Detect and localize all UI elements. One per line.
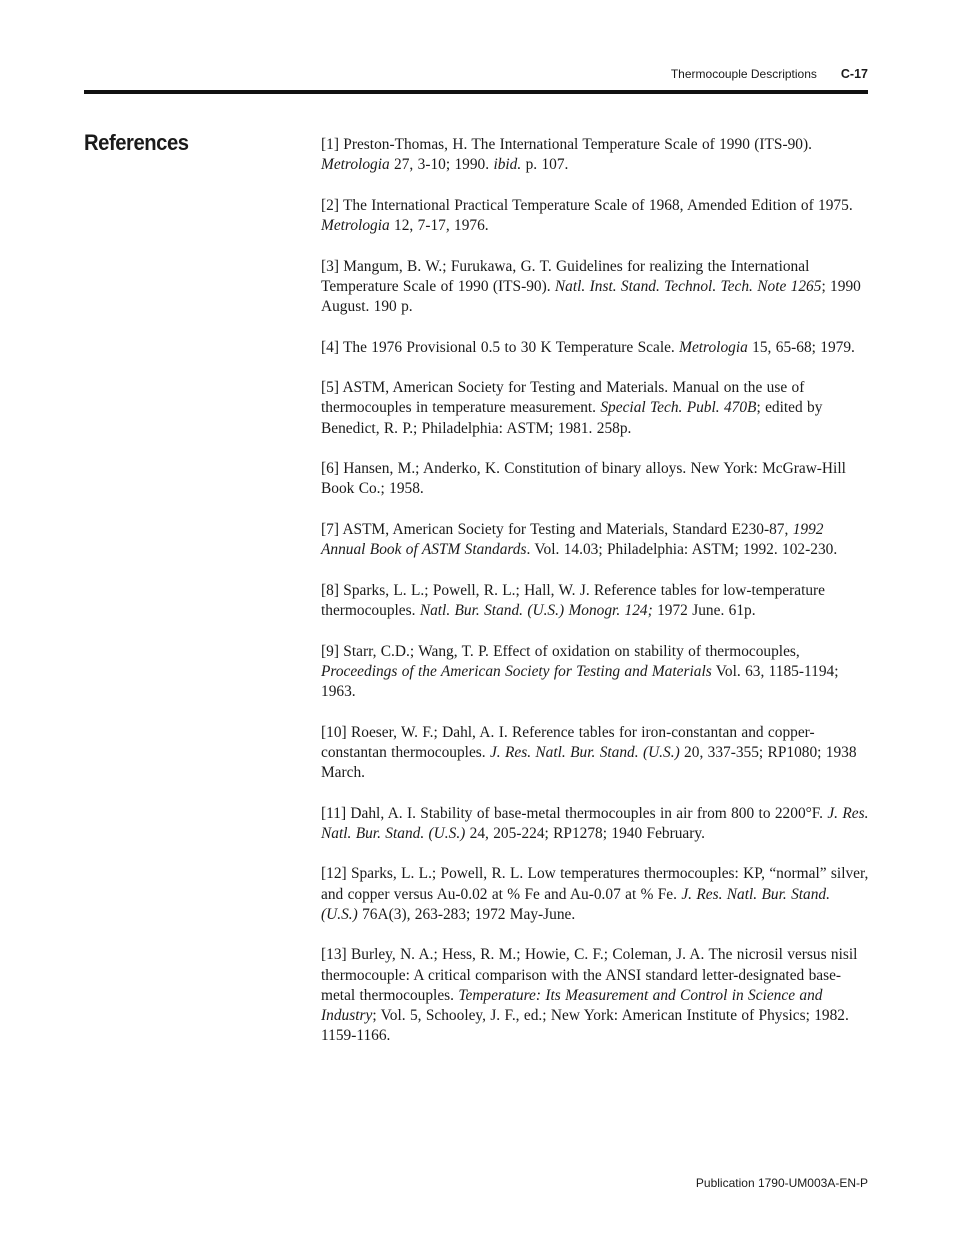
reference-text: 76A(3), 263-283; 1972 May-June. xyxy=(357,905,576,923)
reference-item xyxy=(321,723,869,784)
reference-text: [6] Hansen, M.; Anderko, K. Constitution of binary alloys. New York: McGraw-Hill Book Co.; 1958. xyxy=(321,460,846,498)
footer-publication: Publication 1790-UM003A-EN-P xyxy=(695,1176,868,1190)
page-header xyxy=(84,62,868,94)
reference-item xyxy=(321,135,869,175)
reference-text: [3] Mangum, B. W.; Furukawa, G. T. Guidelines for realizing the International Temperature Scale of 1990 (ITS-90). xyxy=(321,257,810,295)
reference-italic-text: Proceedings of the American Society for Testing and Materials xyxy=(321,662,712,680)
reference-text: [8] Sparks, L. L.; Powell, R. L.; Hall, W. J. Reference tables for low-temperature thermocouples. xyxy=(321,581,825,619)
reference-text: ; edited by Benedict, R. P.; Philadelphia: ASTM; 1981. 258p. xyxy=(321,399,823,437)
reference-text: 24, 205-224; RP1278; 1940 February. xyxy=(465,824,705,842)
reference-item xyxy=(321,804,869,844)
reference-item xyxy=(321,581,869,621)
reference-text: 1972 June. 61p. xyxy=(652,601,756,619)
section-heading: References xyxy=(84,130,189,155)
reference-item xyxy=(321,196,869,236)
reference-text: p. 107. xyxy=(521,156,569,174)
reference-item xyxy=(321,459,869,499)
reference-italic-text: Metrologia xyxy=(321,156,390,174)
reference-italic-text: Temperature: Its Measurement and Control in Science and Industry xyxy=(321,986,823,1024)
reference-text: . Vol. 14.03; Philadelphia: ASTM; 1992. 102-230. xyxy=(526,541,838,559)
reference-item xyxy=(321,864,869,925)
reference-text: 15, 65-68; 1979. xyxy=(747,338,855,356)
reference-text: [7] ASTM, American Society for Testing and Materials, Standard E230-87, xyxy=(321,520,793,538)
reference-italic-text: Metrologia xyxy=(679,338,748,356)
reference-item xyxy=(321,945,869,1046)
reference-item xyxy=(321,520,869,560)
reference-item xyxy=(321,642,869,703)
reference-text: [13] Burley, N. A.; Hess, R. M.; Howie, C. F.; Coleman, J. A. The nicrosil versus nisil thermocouple: A critical comparison with the ANSI standard letter-designated base-metal thermocouples. xyxy=(321,946,858,1004)
reference-italic-text: J. Res. Natl. Bur. Stand. (U.S.) xyxy=(321,804,869,842)
reference-text: [5] ASTM, American Society for Testing and Materials. Manual on the use of thermocouples in temperature measurement. xyxy=(321,379,805,417)
reference-text: [10] Roeser, W. F.; Dahl, A. I. Reference tables for iron-constantan and copper-constantan thermocouples. xyxy=(321,723,815,761)
reference-text: ; 1990 August. 190 p. xyxy=(321,277,861,315)
reference-text: [12] Sparks, L. L.; Powell, R. L. Low temperatures thermocouples: KP, “normal” silver, and copper versus Au-0.02 at % Fe and Au-0.07 at % Fe. xyxy=(321,865,869,903)
reference-text: 12, 7-17, 1976. xyxy=(389,217,489,234)
reference-text: Vol. 63, 1185-1194; 1963. xyxy=(321,662,839,700)
reference-text: [9] Starr, C.D.; Wang, T. P. Effect of oxidation on stability of thermocouples, xyxy=(321,642,800,660)
header-text xyxy=(671,67,868,81)
reference-italic-text: Natl. Inst. Stand. Technol. Tech. Note 1265 xyxy=(554,277,822,295)
reference-text: [1] Preston-Thomas, H. The International Temperature Scale of 1990 (ITS-90). xyxy=(321,136,812,153)
reference-text: 27, 3-10; 1990. xyxy=(389,156,494,174)
reference-italic-text: ibid. xyxy=(493,156,522,174)
reference-italic-text: Special Tech. Publ. 470B xyxy=(600,399,757,417)
reference-text: [4] The 1976 Provisional 0.5 to 30 K Temperature Scale. xyxy=(321,338,680,356)
reference-italic-text: J. Res. Natl. Bur. Stand. (U.S.) xyxy=(321,885,830,923)
reference-item xyxy=(321,338,869,358)
reference-item xyxy=(321,378,869,439)
reference-italic-text: J. Res. Natl. Bur. Stand. (U.S.) xyxy=(489,743,680,761)
header-title: Thermocouple Descriptions xyxy=(670,67,817,81)
reference-text: 20, 337-355; RP1080; 1938 March. xyxy=(321,743,857,781)
reference-item xyxy=(321,257,869,318)
reference-italic-text: 1992 Annual Book of ASTM Standards xyxy=(321,520,824,559)
reference-text: ; Vol. 5, Schooley, J. F., ed.; New York: American Institute of Physics; 1982. 1159-1166. xyxy=(321,1006,849,1045)
page-number: C-17 xyxy=(840,67,868,81)
reference-list xyxy=(321,135,869,1067)
reference-italic-text: Natl. Bur. Stand. (U.S.) Monogr. 124; xyxy=(419,601,653,619)
reference-text: [11] Dahl, A. I. Stability of base-metal thermocouples in air from 800 to 2200°F. xyxy=(321,804,828,822)
reference-text: [2] The International Practical Temperature Scale of 1968, Amended Edition of 1975. xyxy=(321,196,853,214)
reference-italic-text: Metrologia xyxy=(321,217,390,234)
